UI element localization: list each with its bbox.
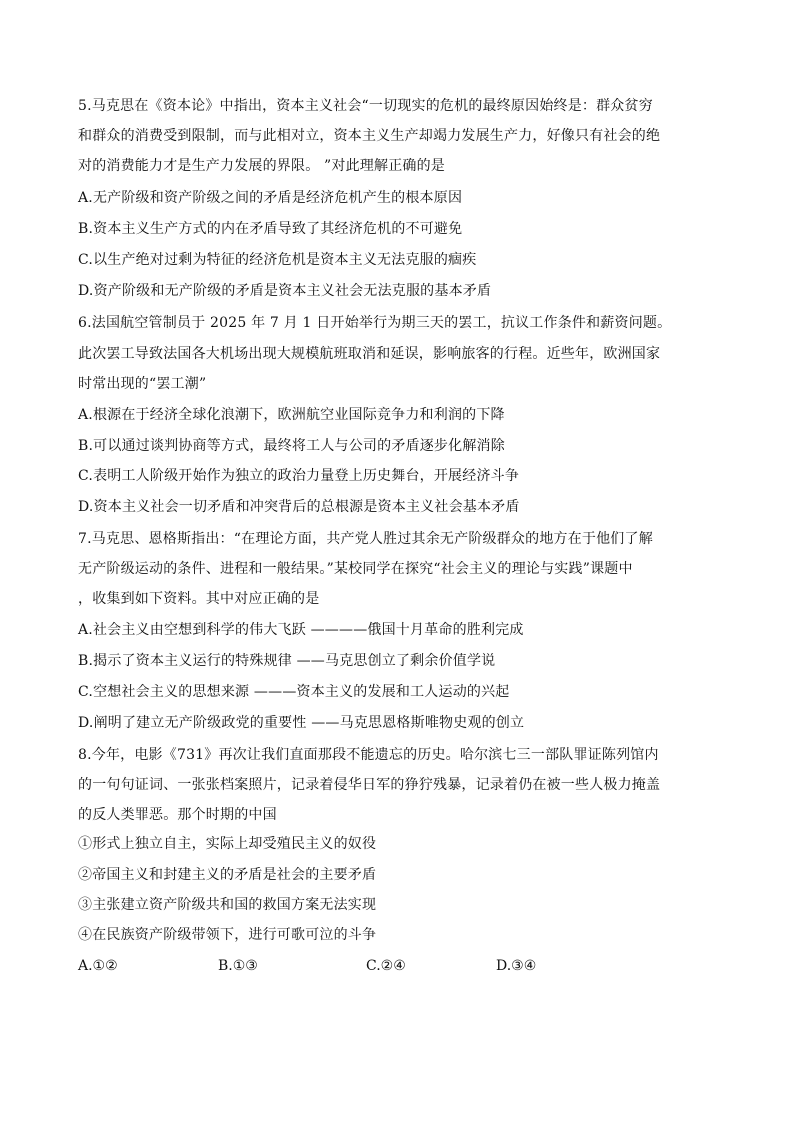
q6-option-a[interactable]: A.根源在于经济全球化浪潮下，欧洲航空业国际竞争力和利润的下降	[78, 407, 505, 423]
q5-stem-line-3: 对的消费能力才是生产力发展的界限。 ”对此理解正确的是	[78, 158, 446, 174]
q5-option-b[interactable]: B.资本主义生产方式的内在矛盾导致了其经济危机的不可避免	[78, 221, 463, 237]
q6-option-d[interactable]: D.资本主义社会一切矛盾和冲突背后的总根源是资本主义社会基本矛盾	[78, 499, 520, 515]
q8-stem-line-3: 的反人类罪恶。那个时期的中国	[78, 807, 277, 823]
q7-stem-line-3: ，收集到如下资料。其中对应正确的是	[78, 591, 320, 607]
q7-option-a[interactable]: A.社会主义由空想到科学的伟大飞跃 ————俄国十月革命的胜利完成	[78, 622, 524, 638]
q7-option-d[interactable]: D.阐明了建立无产阶级政党的重要性 ——马克思恩格斯唯物史观的创立	[78, 715, 525, 731]
q6-option-c[interactable]: C.表明工人阶级开始作为独立的政治力量登上历史舞台，开展经济斗争	[78, 468, 520, 484]
q7-stem-line-1: 7.马克思、恩格斯指出：“在理论方面，共产党人胜过其余无产阶级群众的地方在于他们了解	[78, 531, 653, 547]
q5-option-c[interactable]: C.以生产绝对过剩为特征的经济危机是资本主义无法克服的痼疾	[78, 252, 477, 268]
q5-stem-line-1: 5.马克思在《资本论》中指出，资本主义社会“一切现实的危机的最终原因始终是：群众贫穷	[78, 98, 653, 114]
q8-statement-3: ③主张建立资产阶级共和国的救国方案无法实现	[78, 897, 377, 913]
q5-option-d[interactable]: D.资产阶级和无产阶级的矛盾是资本主义社会无法克服的基本矛盾	[78, 283, 492, 299]
q8-statement-2: ②帝国主义和封建主义的矛盾是社会的主要矛盾	[78, 867, 377, 883]
q8-choices	[78, 956, 728, 976]
q8-choice-d[interactable]: D.③④	[496, 958, 537, 974]
q7-stem-line-2: 无产阶级运动的条件、进程和一般结果。”某校同学在探究“社会主义的理论与实践”课题中	[78, 561, 633, 577]
q6-option-b[interactable]: B.可以通过谈判协商等方式，最终将工人与公司的矛盾逐步化解消除	[78, 438, 505, 454]
q5-stem-line-2: 和群众的消费受到限制，而与此相对立，资本主义生产却竭力发展生产力，好像只有社会的绝	[78, 128, 661, 144]
q8-stem-line-1: 8.今年，电影《731》再次让我们直面那段不能遗忘的历史。哈尔滨七三一部队罪证陈列馆内	[78, 747, 659, 763]
q8-statement-4: ④在民族资产阶级带领下，进行可歌可泣的斗争	[78, 927, 377, 943]
q8-choice-b[interactable]: B.①③	[218, 958, 258, 974]
q6-stem-line-3: 时常出现的“罢工潮”	[78, 376, 207, 392]
q8-choice-c[interactable]: C.②④	[366, 958, 406, 974]
q7-option-b[interactable]: B.揭示了资本主义运行的特殊规律 ——马克思创立了剩余价值学说	[78, 653, 496, 669]
q7-option-c[interactable]: C.空想社会主义的思想来源 ———资本主义的发展和工人运动的兴起	[78, 684, 510, 700]
q6-stem-line-1: 6.法国航空管制员于 2025 年 7 月 1 日开始举行为期三天的罢工，抗议工作条件和薪资问题。	[78, 315, 672, 331]
q8-statement-1: ①形式上独立自主，实际上却受殖民主义的奴役	[78, 836, 377, 852]
q6-stem-line-2: 此次罢工导致法国各大机场出现大规模航班取消和延误，影响旅客的行程。近些年，欧洲国家	[78, 346, 661, 362]
q8-choice-a[interactable]: A.①②	[78, 958, 118, 974]
q5-option-a[interactable]: A.无产阶级和资产阶级之间的矛盾是经济危机产生的根本原因	[78, 190, 463, 206]
q8-stem-line-2: 的一句句证词、一张张档案照片，记录着侵华日军的狰狞残暴，记录着仍在被一些人极力掩盖	[78, 777, 661, 793]
